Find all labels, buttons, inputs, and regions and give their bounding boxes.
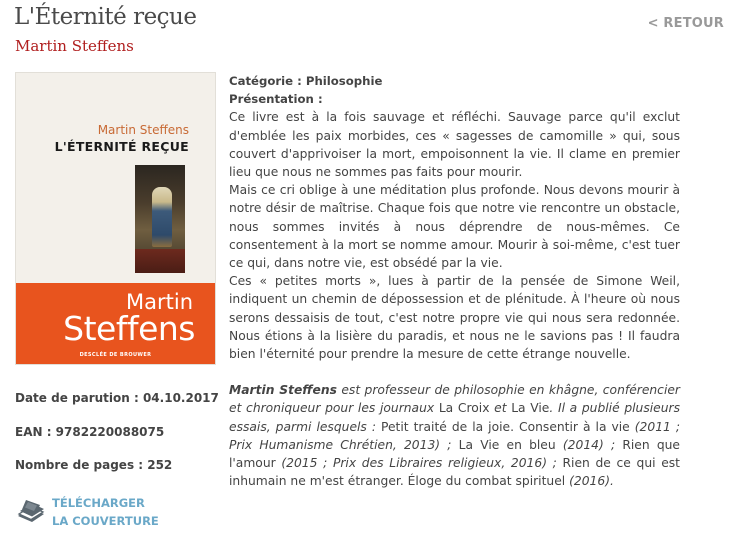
presentation-label: Présentation : <box>229 92 323 107</box>
painting-figure <box>152 187 172 247</box>
presentation-paragraph: Ce livre est à la fois sauvage et réfléchi. Sauvage parce qu'il exclut d'emblée les paix morbides, ces « sagesses de camomille » qui, sous couvert d'apprivoiser la mort, empoisonnent la vie. Il clame en premier lieu que nous ne sommes pas faits pour mourir. <box>229 110 680 180</box>
bio-text: . Il a publié plusieurs essais, parmi lesquels : <box>229 401 680 434</box>
presentation-paragraph: Mais ce cri oblige à une méditation plus profonde. Nous devons mourir à notre désir de maîtrise. Chaque fois que notre vie rencontre un obstacle, nous sommes invités à nous déprendre de nous-mêmes. Ce consentement à la mort se nomme amour. Mourir à soi-même, c'est tuer ce qui, dans notre vie, est obsédé par la vie. <box>229 183 680 271</box>
bio-title: La Croix <box>438 401 490 416</box>
cover-band-first-name: Martin <box>126 290 193 314</box>
bio-author-name: Martin Steffens <box>229 383 337 398</box>
bio-title: La Vie en bleu <box>458 437 556 452</box>
bio-text: est professeur de philosophie en khâgne, conférencier et chroniqueur pour les journaux <box>229 383 680 416</box>
presentation-paragraph: Ces « petites morts », lues à partir de la pensée de Simone Weil, indiquent un chemin de dépossession et de plénitude. À l'heure où nous serons dessaisis de tout, c'est notre propre vie qui nous sera redonnée. Nous étions à la lisière du paradis, et nous ne le savions pas ! Il faudra bien l'éternité pour prendre la mesure de cette étrange nouvelle. <box>229 274 680 362</box>
bio-text: (2014) ; <box>555 437 623 452</box>
book-cover <box>15 72 216 365</box>
bio-title: Rien que l'amour <box>229 437 680 471</box>
bio-text: (2011 ; Prix Humanisme Chrétien, 2013) ; <box>229 419 681 452</box>
download-label-line1[interactable]: TÉLÉCHARGER <box>52 496 145 510</box>
bio-text: (2015 ; Prix des Libraires religieux, 2016) ; <box>275 456 563 471</box>
cover-publisher: DESCLÉE DE BROUWER <box>79 352 152 358</box>
publication-date: Date de parution : 04.10.2017 <box>15 391 219 405</box>
cover-painting <box>135 165 185 273</box>
ean: EAN : 9782220088075 <box>15 425 165 439</box>
bio-title: La Vie <box>511 401 550 416</box>
book-author: Martin Steffens <box>15 37 134 55</box>
download-cover[interactable] <box>14 494 159 530</box>
cover-band <box>16 283 215 364</box>
cover-title: L'ÉTERNITÉ REÇUE <box>54 139 189 154</box>
bio-text: et <box>489 401 512 416</box>
back-link[interactable]: < RETOUR <box>647 16 724 31</box>
page-count: Nombre de pages : 252 <box>15 458 173 472</box>
painting-table <box>135 249 185 273</box>
bio-text: (2016). <box>565 474 614 489</box>
category: Catégorie : Philosophie <box>229 74 383 88</box>
book-description <box>229 72 680 490</box>
bio-title: Rien de ce qui est inhumain ne m'est étranger. Éloge du combat spirituel <box>229 456 680 489</box>
cover-author: Martin Steffens <box>97 123 189 137</box>
cover-band-last-name: Steffens <box>63 309 195 348</box>
page-title: L'Éternité reçue <box>14 4 197 30</box>
bio-title: Petit traité de la joie. Consentir à la vie <box>381 419 630 434</box>
author-bio <box>229 381 680 490</box>
book-icon <box>14 494 46 526</box>
download-label-line2[interactable]: LA COUVERTURE <box>52 514 159 528</box>
